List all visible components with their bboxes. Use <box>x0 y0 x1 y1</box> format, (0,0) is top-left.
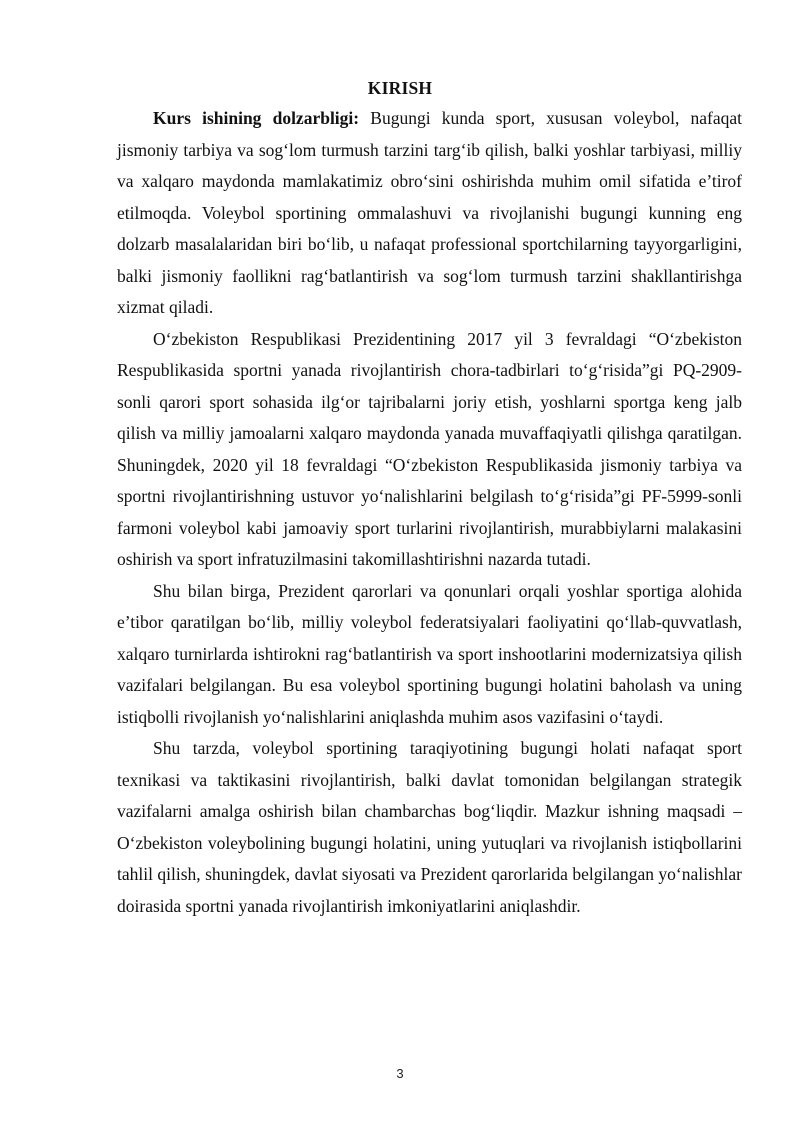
paragraph-text: Bugungi kunda sport, xususan voleybol, nafaqat jismoniy tarbiya va sog‘lom turmush tarzini targ‘ib qilish, balki yoshlar tarbiyasi, milliy va xalqaro maydonda mamlakatimiz obro‘sini oshirishda muhim omil sifatida e’tirof etilmoqda. Voleybol sportining ommalashuvi va rivojlanishi bugungi kunning eng dolzarb masalalaridan biri bo‘lib, u nafaqat professional sportchilarning tayyorgarligini, balki jismoniy faollikni rag‘batlantirish va sog‘lom turmush tarzini shakllantirishga xizmat qiladi. <box>117 108 742 317</box>
document-body <box>117 103 742 922</box>
paragraph-youth-sport: Shu bilan birga, Prezident qarorlari va qonunlari orqali yoshlar sportiga alohida e’tibor qaratilgan bo‘lib, milliy voleybol federatsiyalari faoliyatini qo‘llab-quvvatlash, xalqaro turnirlarda ishtirokni rag‘batlantirish va sport inshootlarini modernizatsiya qilish vazifalari belgilangan. Bu esa voleybol sportining bugungi holatini baholash va uning istiqbolli rivojlanish yo‘nalishlarini aniqlashda muhim asos vazifasini o‘taydi. <box>117 580 742 727</box>
section-title: KIRISH <box>367 78 433 98</box>
paragraph-presidential-decree: O‘zbekiston Respublikasi Prezidentining 2017 yil 3 fevraldagi “O‘zbekiston Respublikasida sportni yanada rivojlantirish chora-tadbirlari to‘g‘risida”gi PQ-2909-sonli qarori sport sohasida ilg‘or tajribalarni joriy etish, yoshlarni sportga keng jalb qilish va milliy jamoalarni xalqaro maydonda yanada muvaffaqiyatli qilishga qaratilgan. Shuningdek, 2020 yil 18 fevraldagi “O‘zbekiston Respublikasida jismoniy tarbiya va sportni rivojlantirishning ustuvor yo‘nalishlarini belgilash to‘g‘risida”gi PF-5999-sonli farmoni voleybol kabi jamoaviy sport turlarini rivojlantirish, murabbiylarni malakasini oshirish va sport infratuzilmasini takomillashtirishni nazarda tutadi. <box>117 328 742 569</box>
paragraph-lead: Kurs ishining dolzarbligi: <box>153 108 360 128</box>
paragraph-work-goal: Shu tarzda, voleybol sportining taraqiyotining bugungi holati nafaqat sport texnikasi va taktikasini rivojlantirish, balki davlat tomonidan belgilangan strategik vazifalarni amalga oshirish bilan chambarchas bog‘liqdir. Mazkur ishning maqsadi – O‘zbekiston voleybolining bugungi holatini, uning yutuqlari va rivojlanish istiqbollarini tahlil qilish, shuningdek, davlat siyosati va Prezident qarorlarida belgilangan yo‘nalishlar doirasida sportni yanada rivojlantirish imkoniyatlarini aniqlashdir. <box>117 738 742 916</box>
page-number: 3 <box>396 1066 404 1081</box>
paragraph-relevance <box>117 103 742 324</box>
